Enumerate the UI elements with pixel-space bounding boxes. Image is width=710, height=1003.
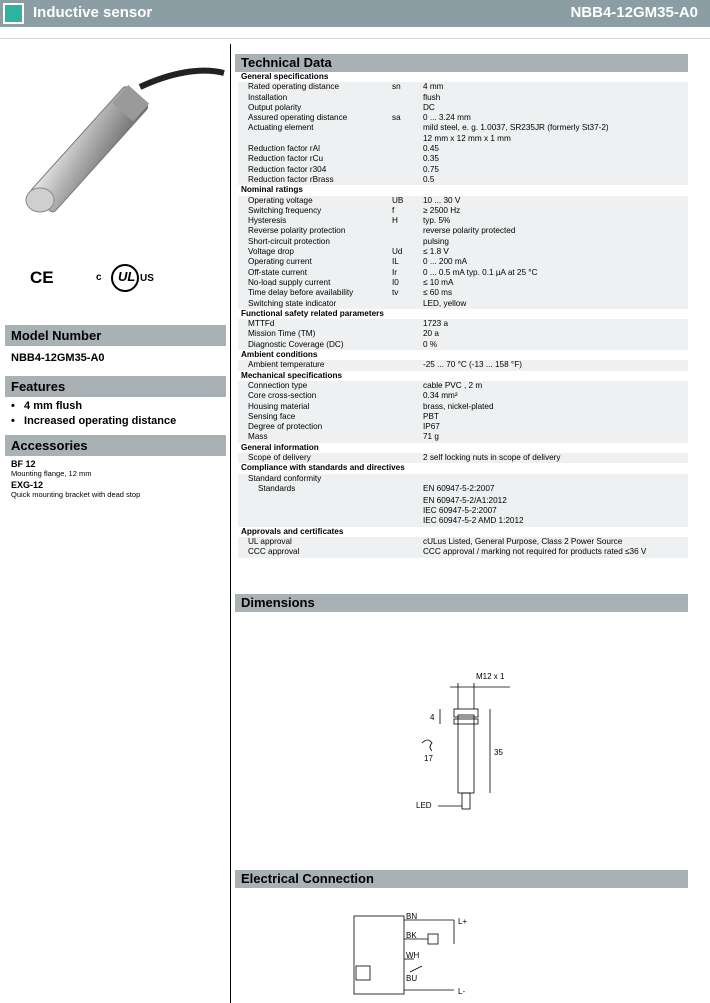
spec-value: 0.34 mm² xyxy=(423,391,458,401)
spec-row xyxy=(238,474,688,484)
spec-value: 1723 a xyxy=(423,319,449,329)
spec-value: ≤ 60 ms xyxy=(423,288,453,298)
spec-label: Hysteresis xyxy=(248,216,287,226)
features-heading: Features xyxy=(5,376,226,397)
spec-value: 10 ... 30 V xyxy=(423,195,461,205)
dim-4: 4 xyxy=(430,713,435,722)
spec-value: 2 self locking nuts in scope of delivery xyxy=(423,452,561,462)
spec-row xyxy=(238,196,688,206)
technical-data-table xyxy=(238,72,688,558)
spec-label: Ambient conditions xyxy=(241,350,318,360)
spec-label: Mass xyxy=(248,432,268,442)
spec-symbol: I0 xyxy=(392,277,399,287)
spec-value: 0.35 xyxy=(423,154,439,164)
spec-row xyxy=(238,165,688,175)
spec-label: Reduction factor rCu xyxy=(248,154,324,164)
spec-group-header xyxy=(238,72,688,82)
logo-icon xyxy=(3,3,24,24)
spec-row xyxy=(238,340,688,350)
spec-label: Approvals and certificates xyxy=(241,526,344,536)
spec-label: General specifications xyxy=(241,72,329,81)
feature-item: • 4 mm flush xyxy=(11,400,83,412)
spec-value: ≥ 2500 Hz xyxy=(423,205,461,215)
spec-group-header xyxy=(238,443,688,453)
spec-label: Mission Time (TM) xyxy=(248,329,316,339)
spec-value: 0 ... 3.24 mm xyxy=(423,113,471,123)
spec-row xyxy=(238,496,688,506)
spec-row xyxy=(238,278,688,288)
spec-row xyxy=(238,288,688,298)
spec-symbol: UB xyxy=(392,195,404,205)
spec-label: Reduction factor rBrass xyxy=(248,174,334,184)
spec-symbol: tv xyxy=(392,288,399,298)
spec-label: Rated operating distance xyxy=(248,82,340,92)
spec-row xyxy=(238,123,688,133)
spec-label: Output polarity xyxy=(248,102,302,112)
spec-symbol: sn xyxy=(392,82,401,92)
spec-row xyxy=(238,484,688,496)
spec-value: flush xyxy=(423,92,441,102)
spec-value: mild steel, e. g. 1.0037, SR235JR (formerly St37-2) xyxy=(423,123,609,133)
header-bar xyxy=(0,0,710,27)
spec-label: Connection type xyxy=(248,380,308,390)
spec-value: EN 60947-5-2/A1:2012 xyxy=(423,495,507,505)
wire-bk: BK xyxy=(406,931,417,940)
spec-row xyxy=(238,319,688,329)
ul-text: UL xyxy=(118,269,136,284)
spec-label: General information xyxy=(241,442,319,452)
spec-row xyxy=(238,257,688,267)
spec-label: Core cross-section xyxy=(248,391,317,401)
spec-label: Degree of protection xyxy=(248,422,323,432)
spec-row xyxy=(238,103,688,113)
spec-label: CCC approval xyxy=(248,547,300,557)
spec-symbol: f xyxy=(392,205,395,215)
column-divider xyxy=(230,44,231,1003)
spec-symbol: Ud xyxy=(392,247,403,257)
spec-value: 71 g xyxy=(423,432,439,442)
accessory-name: EXG-12 xyxy=(11,480,44,490)
spec-row xyxy=(238,206,688,216)
spec-value: reverse polarity protected xyxy=(423,226,516,236)
spec-label: Compliance with standards and directives xyxy=(241,463,405,473)
spec-group-header xyxy=(238,309,688,319)
spec-row xyxy=(238,412,688,422)
spec-row xyxy=(238,216,688,226)
spec-label: Diagnostic Coverage (DC) xyxy=(248,339,344,349)
spec-row xyxy=(238,82,688,92)
terminal-lplus: L+ xyxy=(458,917,468,926)
page-title: Inductive sensor xyxy=(33,4,153,21)
spec-value: brass, nickel-plated xyxy=(423,401,494,411)
spec-label: Actuating element xyxy=(248,123,314,133)
ul-us: US xyxy=(140,273,154,284)
spec-label: Reduction factor r304 xyxy=(248,164,327,174)
spec-row xyxy=(238,381,688,391)
spec-label: Standards xyxy=(258,483,296,493)
spec-row xyxy=(238,113,688,123)
spec-row xyxy=(238,547,688,557)
spec-value: EN 60947-5-2:2007 xyxy=(423,483,495,493)
spec-label: MTTFd xyxy=(248,319,275,329)
accessory-name: BF 12 xyxy=(11,459,36,469)
spec-row xyxy=(238,537,688,547)
spec-value: 0 % xyxy=(423,339,438,349)
spec-row xyxy=(238,237,688,247)
spec-row xyxy=(238,93,688,103)
wrench-size: 17 xyxy=(424,754,433,763)
spec-label: Mechanical specifications xyxy=(241,370,343,380)
spec-value: CCC approval / marking not required for products rated ≤36 V xyxy=(423,547,647,557)
thread-label: M12 x 1 xyxy=(476,672,505,681)
spec-value: IP67 xyxy=(423,422,440,432)
spec-symbol: Ir xyxy=(392,267,398,277)
spec-label: Installation xyxy=(248,92,288,102)
spec-label: Time delay before availability xyxy=(248,288,354,298)
spec-label: Operating voltage xyxy=(248,195,313,205)
spec-row xyxy=(238,226,688,236)
spec-label: Switching state indicator xyxy=(248,298,337,308)
header-model: NBB4-12GM35-A0 xyxy=(570,4,698,21)
spec-label: Operating current xyxy=(248,257,312,267)
spec-value: PBT xyxy=(423,411,439,421)
ul-c: c xyxy=(96,272,102,283)
spec-symbol: H xyxy=(392,216,398,226)
feature-item: • Increased operating distance xyxy=(11,415,177,427)
spec-row xyxy=(238,268,688,278)
spec-label: Ambient temperature xyxy=(248,360,325,370)
header-rule xyxy=(0,38,710,39)
spec-value: 4 mm xyxy=(423,82,444,92)
technical-data-heading: Technical Data xyxy=(235,54,688,72)
accessory-desc: Mounting flange, 12 mm xyxy=(11,469,92,478)
spec-row xyxy=(238,299,688,309)
spec-row xyxy=(238,329,688,339)
spec-value: ≤ 10 mA xyxy=(423,277,454,287)
spec-label: Switching frequency xyxy=(248,205,322,215)
spec-row xyxy=(238,175,688,185)
spec-row xyxy=(238,154,688,164)
spec-group-header xyxy=(238,527,688,537)
spec-label: Standard conformity xyxy=(248,473,322,483)
spec-label: Scope of delivery xyxy=(248,452,311,462)
spec-row xyxy=(238,134,688,144)
spec-group-header xyxy=(238,371,688,381)
spec-symbol: IL xyxy=(392,257,399,267)
wiring-diagram xyxy=(350,912,480,1000)
spec-label: Short-circuit protection xyxy=(248,236,330,246)
spec-row xyxy=(238,506,688,516)
spec-symbol: sa xyxy=(392,113,401,123)
spec-label: Assured operating distance xyxy=(248,113,348,123)
spec-value: IEC 60947-5-2 AMD 1:2012 xyxy=(423,516,524,526)
electrical-connection-heading: Electrical Connection xyxy=(235,870,688,888)
spec-label: Functional safety related parameters xyxy=(241,308,384,318)
spec-group-header xyxy=(238,463,688,473)
sensor-product-image xyxy=(20,55,225,215)
accessory-desc: Quick mounting bracket with dead stop xyxy=(11,490,141,499)
accessories-heading: Accessories xyxy=(5,435,226,456)
spec-label: UL approval xyxy=(248,537,292,547)
spec-value: -25 ... 70 °C (-13 ... 158 °F) xyxy=(423,360,522,370)
spec-value: 0 ... 200 mA xyxy=(423,257,468,267)
spec-value: pulsing xyxy=(423,236,449,246)
spec-label: Housing material xyxy=(248,401,310,411)
spec-value: cable PVC , 2 m xyxy=(423,380,483,390)
spec-value: 20 a xyxy=(423,329,439,339)
spec-value: typ. 5% xyxy=(423,216,451,226)
dim-35: 35 xyxy=(494,748,503,757)
spec-row xyxy=(238,453,688,463)
spec-label: Nominal ratings xyxy=(241,185,303,195)
spec-group-header xyxy=(238,350,688,360)
spec-row xyxy=(238,432,688,442)
spec-label: No-load supply current xyxy=(248,277,331,287)
spec-group-header xyxy=(238,185,688,195)
model-number-heading: Model Number xyxy=(5,325,226,346)
wire-bn: BN xyxy=(406,912,418,921)
wire-wh: WH xyxy=(406,951,420,960)
spec-value: 0 ... 0.5 mA typ. 0.1 µA at 25 °C xyxy=(423,267,538,277)
spec-value: 0.45 xyxy=(423,144,439,154)
spec-value: 0.5 xyxy=(423,174,435,184)
spec-row xyxy=(238,422,688,432)
wire-bu: BU xyxy=(406,974,418,983)
spec-label: Voltage drop xyxy=(248,247,294,257)
terminal-lminus: L- xyxy=(458,987,466,996)
spec-value: LED, yellow xyxy=(423,298,467,308)
spec-row xyxy=(238,391,688,401)
spec-row xyxy=(238,144,688,154)
spec-label: Reverse polarity protection xyxy=(248,226,346,236)
spec-label: Sensing face xyxy=(248,411,296,421)
model-number: NBB4-12GM35-A0 xyxy=(11,352,105,364)
led-label: LED xyxy=(416,801,432,810)
ce-mark: CE xyxy=(30,268,54,287)
spec-row xyxy=(238,247,688,257)
spec-value: 12 mm x 12 mm x 1 mm xyxy=(423,133,511,143)
spec-value: cULus Listed, General Purpose, Class 2 Power Source xyxy=(423,537,623,547)
spec-row xyxy=(238,516,688,526)
spec-value: DC xyxy=(423,102,435,112)
spec-value: 0.75 xyxy=(423,164,439,174)
spec-label: Reduction factor rAl xyxy=(248,144,320,154)
dimension-drawing xyxy=(410,665,520,815)
spec-label: Off-state current xyxy=(248,267,308,277)
dimensions-heading: Dimensions xyxy=(235,594,688,612)
spec-row xyxy=(238,402,688,412)
spec-row xyxy=(238,360,688,370)
spec-value: IEC 60947-5-2:2007 xyxy=(423,506,497,516)
spec-value: ≤ 1.8 V xyxy=(423,247,449,257)
